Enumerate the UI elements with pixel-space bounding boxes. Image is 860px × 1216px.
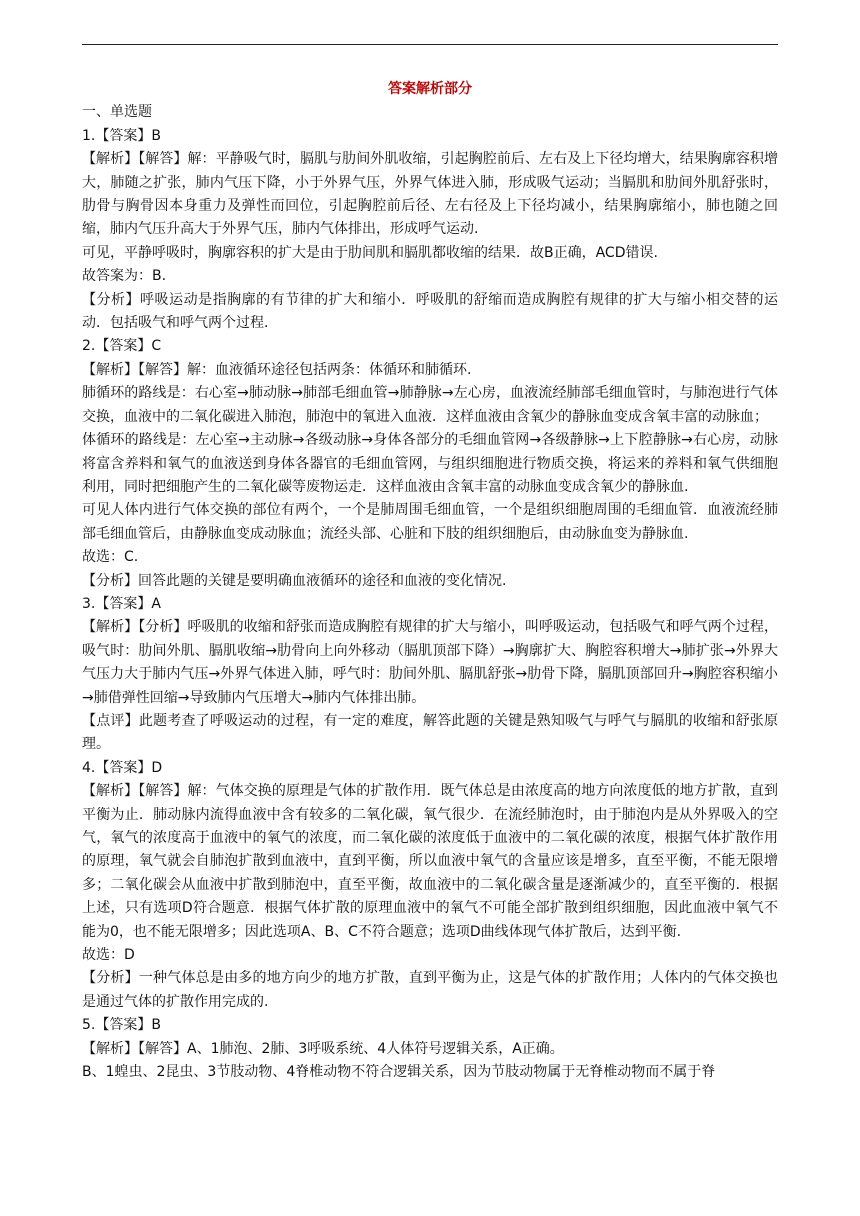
paragraph: 【分析】呼吸运动是指胸廓的有节律的扩大和缩小．呼吸肌的舒缩而造成胸腔有规律的扩大与缩小相交替的运动．包括吸气和呼气两个过程. xyxy=(82,291,778,332)
paragraph: B、1蝗虫、2昆虫、3节肢动物、4脊椎动物不符合逻辑关系，因为节肢动物属于无脊椎动物而不属于脊 xyxy=(82,1064,716,1081)
paragraph: 【解析】【解答】解：平静吸气时，膈肌与肋间外肌收缩，引起胸腔前后、左右及上下径均增大，结果胸廓容积增大，肺随之扩张，肺内气压下降，小于外界气压，外界气体进入肺，形成吸气运动；当膈肌和肋间外肌舒张时，肋骨与胸骨因本身重力及弹性而回位，引起胸腔前后径、左右径及上下径均减小，结果胸廓缩小，肺也随之回缩，肺内气压升高大于外界气压，肺内气体排出，形成呼气运动. xyxy=(82,151,778,238)
paragraph: 【解析】【解答】解：血液循环途径包括两条：体循环和肺循环. xyxy=(82,361,472,378)
paragraph: 故答案为：B. xyxy=(82,268,167,285)
paragraph: 4.【答案】D xyxy=(82,759,163,776)
paragraph: 故选：D xyxy=(82,947,135,964)
paragraph: 5.【答案】B xyxy=(82,1017,161,1034)
paragraph: 【解析】【解答】A、1肺泡、2肺、3呼吸系统、4人体符号逻辑关系，A正确。 xyxy=(82,1040,564,1057)
paragraph: 故选：C. xyxy=(82,549,139,566)
section-heading: 一、单选题 xyxy=(82,104,152,121)
paragraph: 体循环的路线是：左心室→主动脉→各级动脉→身体各部分的毛细血管网→各级静脉→上下腔静脉→右心房，动脉将富含养料和氧气的血液送到身体各器官的毛细血管网，与组织细胞进行物质交换，将运来的养料和氧气供细胞利用，同时把细胞产生的二氧化碳等废物运走．这样血液由含氧丰富的动脉血变成含氧少的静脉血. xyxy=(82,432,778,495)
paragraph: 3.【答案】A xyxy=(82,595,161,612)
answer-body xyxy=(82,125,778,1085)
paragraph: 【解析】【分析】呼吸肌的收缩和舒张而造成胸腔有规律的扩大与缩小，叫呼吸运动，包括吸气和呼气两个过程，吸气时：肋间外肌、膈肌收缩→肋骨向上向外移动（膈肌顶部下降）→胸廓扩大、胸腔容积增大→肺扩张→外界大气压力大于肺内气压→外界气体进入肺，呼气时：肋间外肌、膈肌舒张→肋骨下降，膈肌顶部回升→胸腔容积缩小→肺借弹性回缩→导致肺内气压增大→肺内气体排出肺。 xyxy=(82,619,778,706)
answer-document xyxy=(82,78,778,1084)
page-title: 答案解析部分 xyxy=(388,81,472,97)
header-rule xyxy=(82,44,778,45)
paragraph: 2.【答案】C xyxy=(82,338,162,355)
paragraph: 【点评】此题考查了呼吸运动的过程，有一定的难度，解答此题的关键是熟知吸气与呼气与膈肌的收缩和舒张原理。 xyxy=(82,712,778,753)
paragraph: 【分析】一种气体总是由多的地方向少的地方扩散，直到平衡为止，这是气体的扩散作用；人体内的气体交换也是通过气体的扩散作用完成的. xyxy=(82,970,778,1010)
paragraph: 可见，平静呼吸时，胸廓容积的扩大是由于肋间肌和膈肌都收缩的结果．故B正确，ACD错误. xyxy=(82,244,658,261)
paragraph: 【分析】回答此题的关键是要明确血液循环的途径和血液的变化情况. xyxy=(82,572,507,589)
paragraph: 【解析】【解答】解：气体交换的原理是气体的扩散作用．既气体总是由浓度高的地方向浓度低的地方扩散，直到平衡为止．肺动脉内流得血液中含有较多的二氧化碳，氧气很少．在流经肺泡时，由于肺泡内是从外界吸入的空气，氧气的浓度高于血液中的氧气的浓度，而二氧化碳的浓度低于血液中的二氧化碳的浓度，根据气体扩散作用的原理，氧气就会自肺泡扩散到血液中，直到平衡，所以血液中氧气的含量应该是增多，直至平衡，不能无限增多；二氧化碳会从血液中扩散到肺泡中，直至平衡，故血液中的二氧化碳含量是逐渐减少的，直至平衡的．根据上述，只有选项D符合题意．根据气体扩散的原理血液中的氧气不可能全部扩散到组织细胞，因此血液中氧气不能为0，也不能无限增多；因此选项A、B、C不符合题意；选项D曲线体现气体扩散后，达到平衡. xyxy=(82,783,778,940)
paragraph: 1.【答案】B xyxy=(82,127,161,144)
paragraph: 肺循环的路线是：右心室→肺动脉→肺部毛细血管→肺静脉→左心房，血液流经肺部毛细血管时，与肺泡进行气体交换，血液中的二氧化碳进入肺泡，肺泡中的氧进入血液．这样血液由含氧少的静脉血变成含氧丰富的动脉血； xyxy=(82,385,778,425)
paragraph: 可见人体内进行气体交换的部位有两个，一个是肺周围毛细血管，一个是组织细胞周围的毛细血管．血液流经肺部毛细血管后，由静脉血变成动脉血；流经头部、心脏和下肢的组织细胞后，由动脉血变为静脉血. xyxy=(82,502,778,542)
